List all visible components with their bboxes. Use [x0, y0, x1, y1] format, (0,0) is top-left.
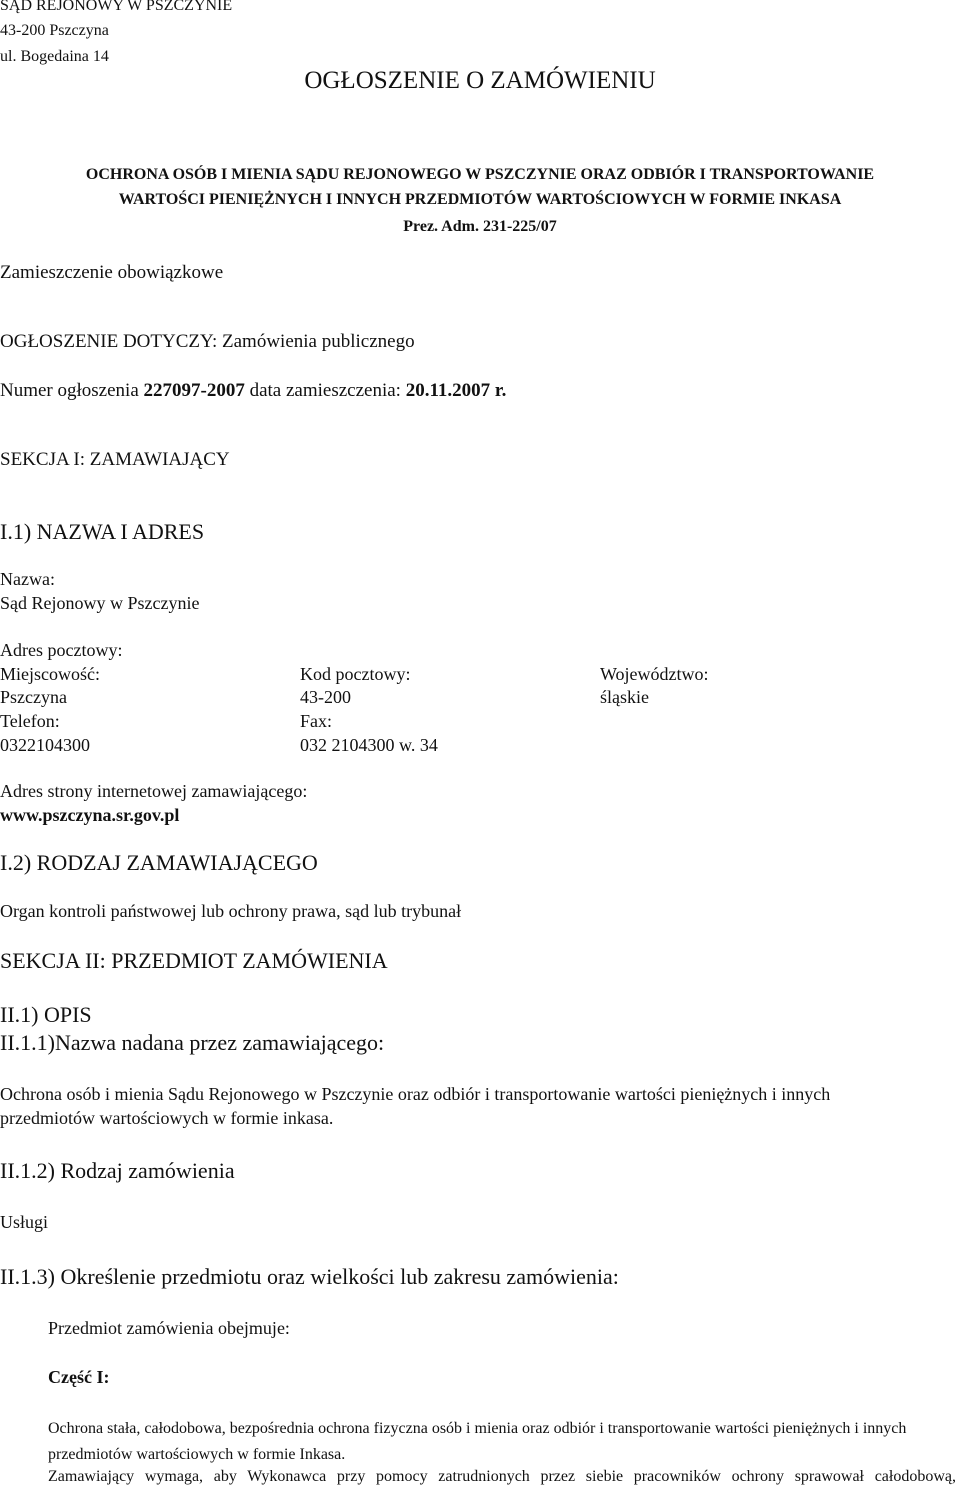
notice-number-label: Numer ogłoszenia [0, 380, 139, 401]
court-street: ul. Bogedaina 14 [0, 48, 109, 65]
section-2-1-title: II.1) OPIS [0, 1002, 92, 1027]
name-value: Sąd Rejonowy w Pszczynie [0, 593, 200, 613]
province-label: Województwo: [600, 664, 709, 684]
notice-date-value: 20.11.2007 r. [405, 380, 507, 401]
phone-label: Telefon: [0, 711, 60, 731]
subject-line-2: WARTOŚCI PIENIĘŻNYCH I INNYCH PRZEDMIOTÓW WARTOŚCIOWYCH W FORMIE INKASA [118, 191, 842, 208]
notice-concerns: OGŁOSZENIE DOTYCZY: Zamówienia publicznego [0, 331, 415, 352]
part-1-label: Część I: [48, 1367, 110, 1387]
section-1-2-title: I.2) RODZAJ ZAMAWIAJĄCEGO [0, 850, 318, 875]
website-link[interactable]: www.pszczyna.sr.gov.pl [0, 805, 180, 825]
scope-intro: Przedmiot zamówienia obejmuje: [48, 1318, 290, 1338]
subject-line-1: OCHRONA OSÓB I MIENIA SĄDU REJONOWEGO W PSZCZYNIE ORAZ ODBIÓR I TRANSPORTOWANIE [85, 166, 875, 183]
order-name-line-1: Ochrona osób i mienia Sądu Rejonowego w Pszczynie oraz odbiór i transportowanie wartości pieniężnych i innych [0, 1084, 831, 1104]
fax-label: Fax: [300, 711, 333, 731]
postcode-value: 43-200 [300, 687, 351, 707]
postcode-label: Kod pocztowy: [300, 664, 411, 684]
part-1-line-1: Ochrona stała, całodobowa, bezpośrednia ochrona fizyczna osób i mienia oraz odbiór i transportowanie wartości pieniężnych i innych [48, 1420, 907, 1437]
order-type-value: Usługi [0, 1212, 49, 1232]
website-label: Adres strony internetowej zamawiającego: [0, 781, 308, 801]
page-title: OGŁOSZENIE O ZAMÓWIENIU [304, 67, 656, 94]
section-1-1-title: I.1) NAZWA I ADRES [0, 519, 205, 544]
phone-value: 0322104300 [0, 735, 90, 755]
section-2-title: SEKCJA II: PRZEDMIOT ZAMÓWIENIA [0, 948, 388, 973]
name-label: Nazwa: [0, 569, 55, 589]
notice-date-label: data zamieszczenia: [249, 380, 401, 401]
section-2-1-1-title: II.1.1)Nazwa nadana przez zamawiającego: [0, 1030, 385, 1055]
city-label: Miejscowość: [0, 664, 100, 684]
section-1-title: SEKCJA I: ZAMAWIAJĄCY [0, 449, 230, 470]
reference-number: Prez. Adm. 231-225/07 [403, 218, 557, 235]
court-name: SĄD REJONOWY W PSZCZYNIE [0, 0, 233, 14]
section-2-1-2-title: II.1.2) Rodzaj zamówienia [0, 1158, 235, 1183]
address-label: Adres pocztowy: [0, 640, 123, 660]
order-name-line-2: przedmiotów wartościowych w formie inkasa. [0, 1108, 334, 1128]
part-1-line-2: przedmiotów wartościowych w formie Inkasa. [48, 1446, 346, 1463]
contracting-authority-type: Organ kontroli państwowej lub ochrony prawa, sąd lub trybunał [0, 901, 462, 921]
notice-number-value: 227097-2007 [143, 380, 245, 401]
city-value: Pszczyna [0, 687, 67, 707]
part-1-line-3: Zamawiający wymaga, aby Wykonawca przy pomocy zatrudnionych przez siebie pracowników ochrony sprawował całodobową, [48, 1468, 956, 1485]
section-2-1-3-title: II.1.3) Określenie przedmiotu oraz wielkości lub zakresu zamówienia: [0, 1264, 619, 1289]
notice-number-line [0, 380, 506, 402]
placement-type: Zamieszczenie obowiązkowe [0, 262, 224, 283]
province-value: śląskie [600, 687, 649, 707]
court-postal-city: 43-200 Pszczyna [0, 22, 109, 39]
fax-value: 032 2104300 w. 34 [300, 735, 438, 755]
